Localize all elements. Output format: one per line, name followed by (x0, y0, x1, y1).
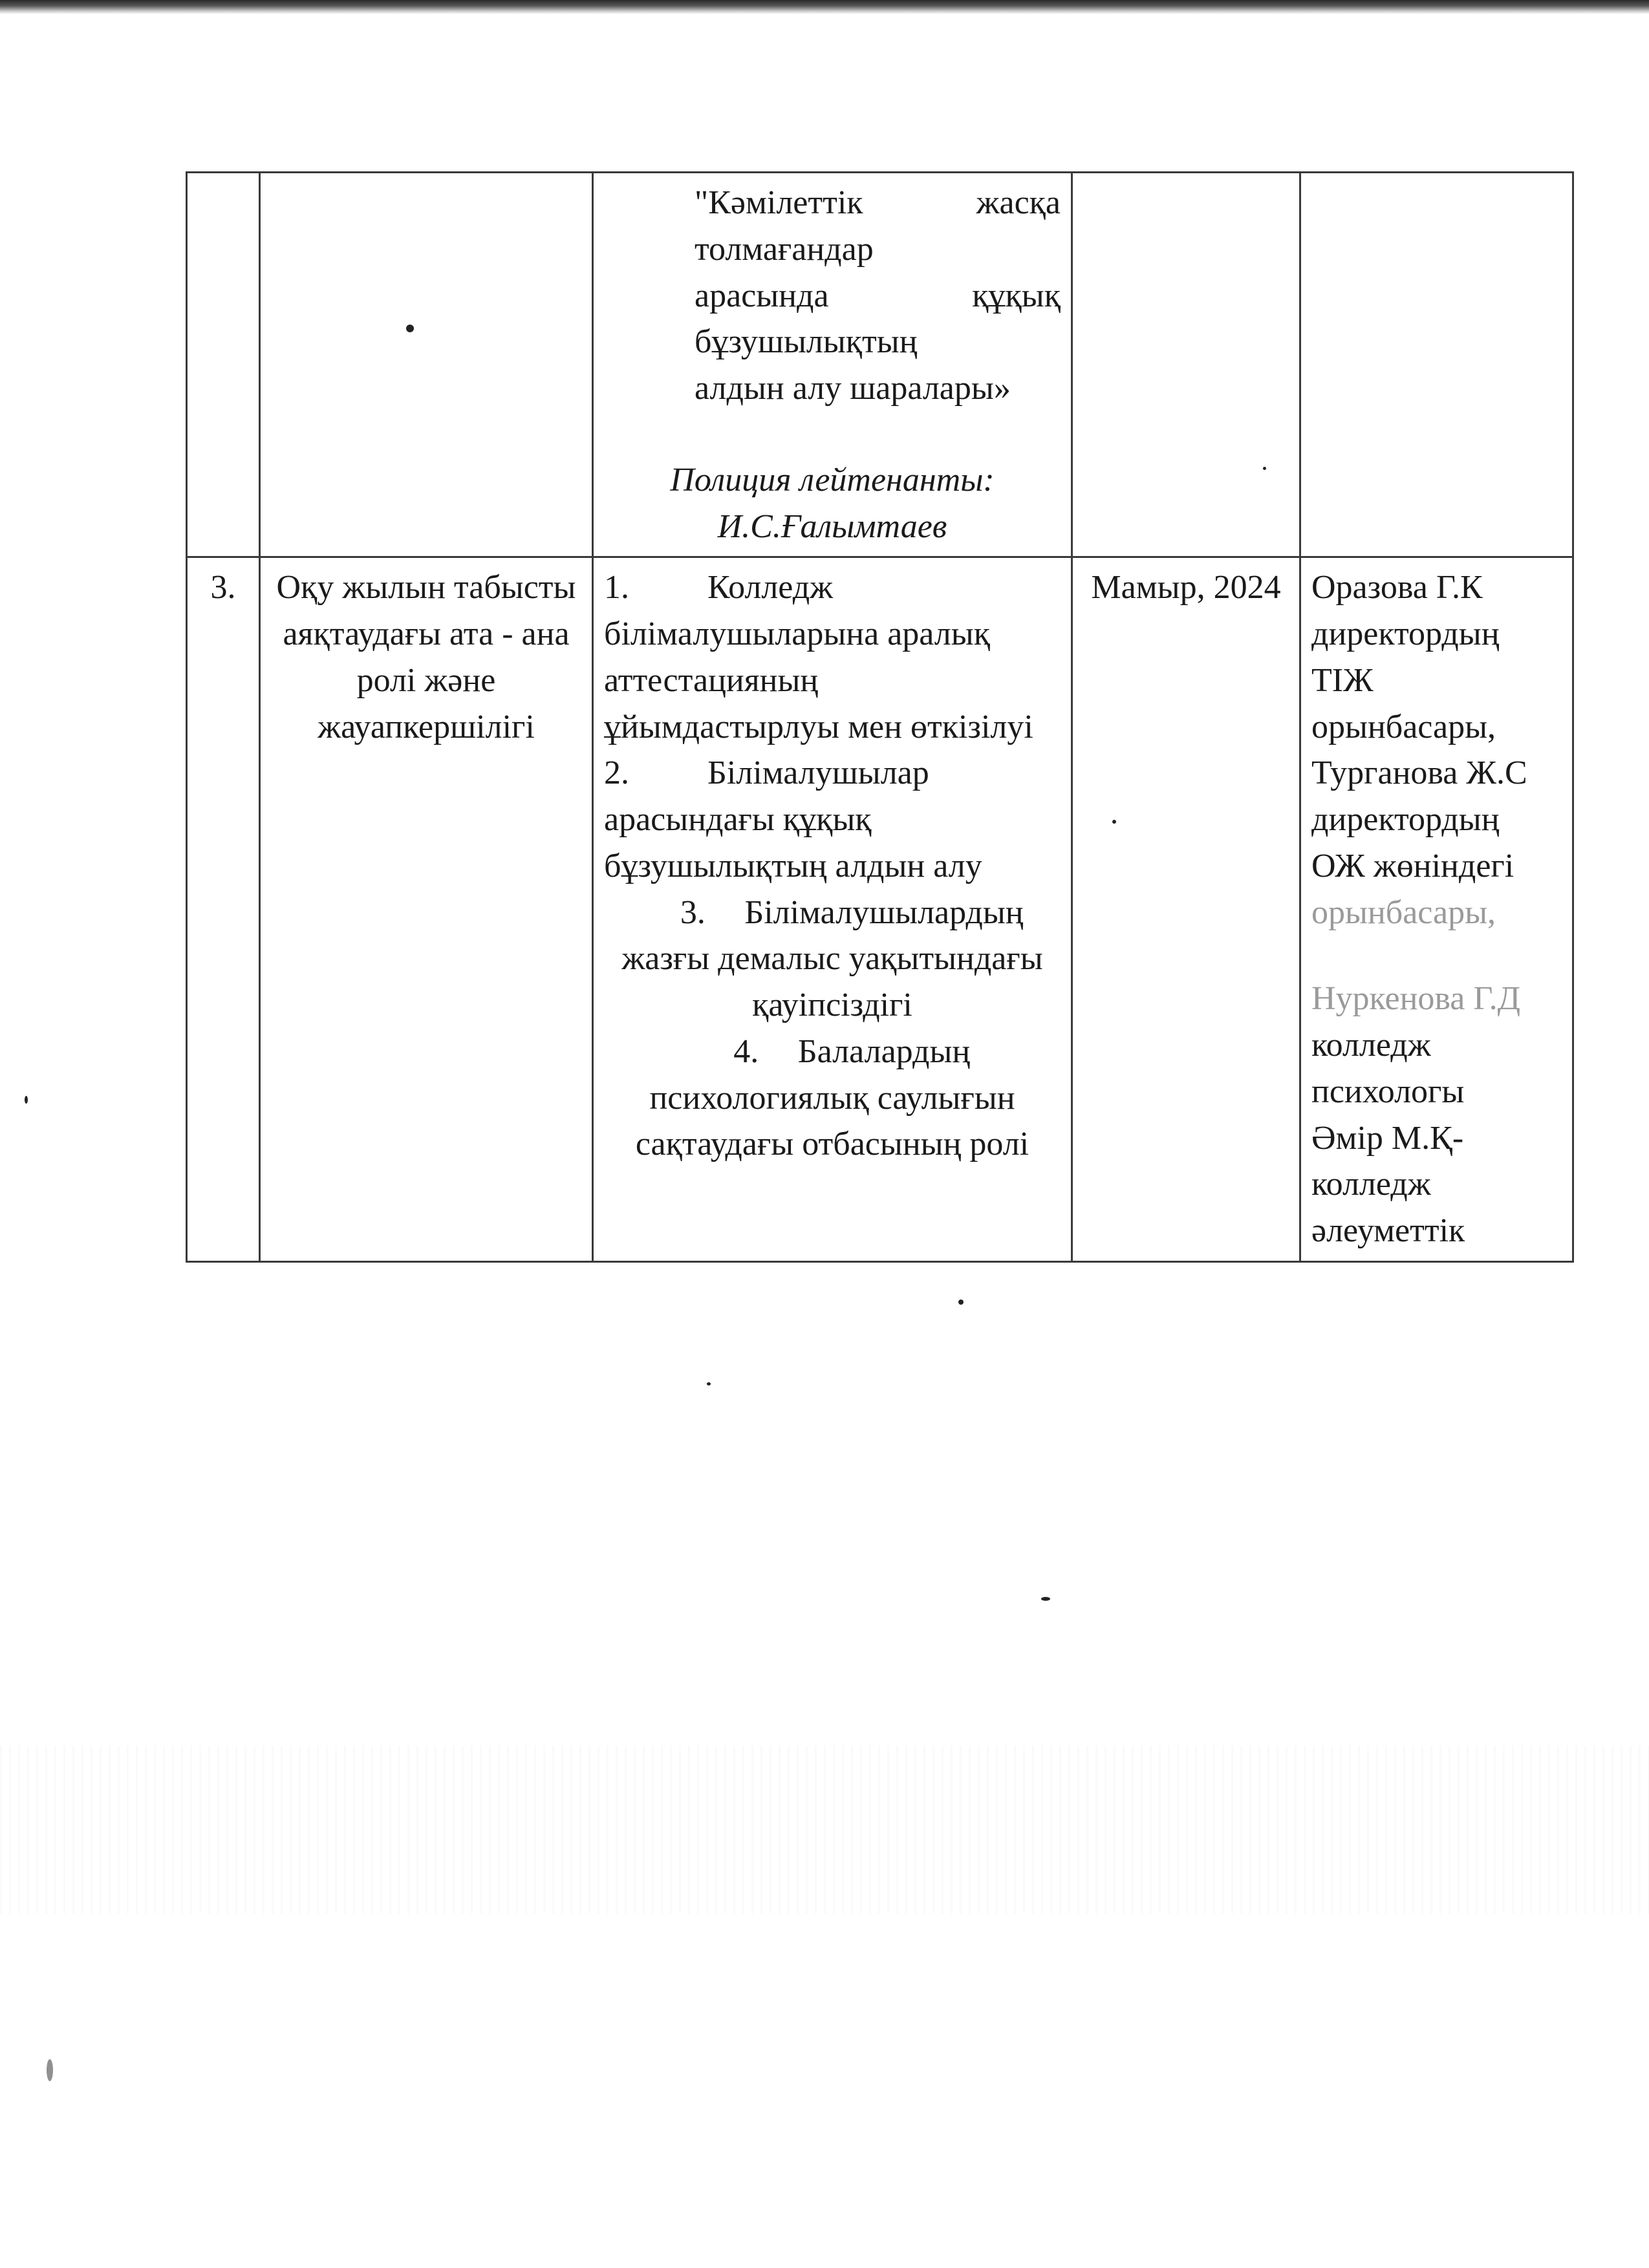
responsible-line: директордың (1311, 615, 1500, 652)
list-item: 2. Білімалушылар арасындағы құқық бұзушылықтың алдын алу (604, 754, 982, 884)
speaker-name: И.С.Ғалымтаев (717, 508, 947, 545)
responsible-line: психологы (1311, 1073, 1465, 1110)
topic-line: алдын алу шаралары» (695, 370, 1011, 407)
cell-number: 3. (187, 557, 260, 1262)
scan-noise-band (0, 1746, 1649, 1914)
responsible-line: колледж (1311, 1027, 1431, 1064)
speaker (604, 457, 1061, 550)
scan-speck (1263, 467, 1266, 470)
scan-speck (47, 2059, 53, 2081)
speaker-title: Полиция лейтенанты: (670, 461, 995, 498)
cell-date: Мамыр, 2024 (1072, 557, 1300, 1262)
cell-title (260, 173, 593, 557)
topic-line: бұзушылықтың (695, 323, 918, 361)
cell-number (187, 173, 260, 557)
list-item: 3. Білімалушылардың жазғы демалыс уақытындағы қауіпсіздігі (621, 893, 1043, 1023)
topic-line: арасында құқық (695, 277, 1061, 314)
scan-speck (1112, 820, 1116, 824)
responsible-line: ТІЖ (1311, 661, 1374, 699)
scan-top-edge (0, 0, 1649, 14)
cell-responsible (1300, 557, 1573, 1262)
responsible-line: Оразова Г.К (1311, 569, 1483, 606)
list-item: 1. Колледж білімалушыларына аралық аттестацияның ұйымдастырлуы мен өткізілуі (604, 569, 1033, 745)
responsible-line: әлеуметтік (1311, 1212, 1465, 1249)
responsible-line: Әмір М.Қ- (1311, 1119, 1464, 1157)
table-row (187, 173, 1573, 557)
scan-speck (25, 1096, 28, 1104)
responsible-line: ОЖ жөніндегі (1311, 847, 1514, 884)
list-item: 4. Балалардың психологиялық саулығын сақтаудағы отбасының ролі (635, 1032, 1029, 1163)
cell-title: Оқу жылын табысты аяқтаудағы ата - ана ролі және жауапкершілігі (260, 557, 593, 1262)
cell-responsible (1300, 173, 1573, 557)
topic-line: толмағандар (695, 230, 874, 268)
responsible-line: колледж (1311, 1166, 1431, 1203)
cell-topic (593, 173, 1072, 557)
table-row (187, 557, 1573, 1262)
scan-speck (1041, 1597, 1050, 1601)
cell-date (1072, 173, 1300, 557)
cell-topic (593, 557, 1072, 1262)
agenda-list (604, 564, 1061, 1168)
responsible-line: директордың (1311, 801, 1500, 838)
scan-speck (958, 1300, 964, 1305)
responsible-line: Турганова Ж.С (1311, 754, 1527, 792)
event-plan-table (186, 171, 1574, 1263)
responsible-line: орынбасары, (1311, 708, 1496, 745)
scan-speck (707, 1382, 711, 1385)
responsible-line: орынбасары, (1311, 893, 1496, 931)
bullet-dot-mark (406, 325, 414, 332)
responsible-line: Нуркенова Г.Д (1311, 980, 1521, 1018)
topic-line: "Кәмілеттік жасқа (695, 184, 1061, 221)
